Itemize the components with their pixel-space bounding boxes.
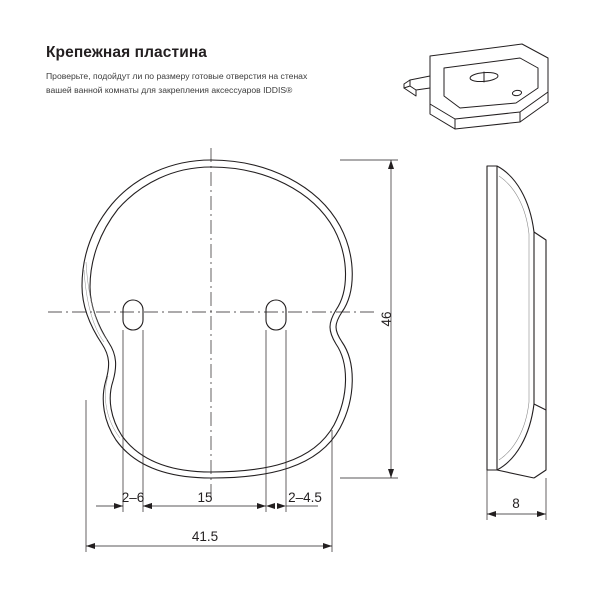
page-subtitle-line-2: вашей ванной комнаты для закрепления аксессуаров IDDIS® [46,84,293,95]
dimension-center-gap-label: 15 [197,490,213,505]
isometric-view-mounting-plate [404,44,548,129]
dimension-chain-bottom [86,330,332,552]
side-view-mounting-plate [487,166,546,478]
dimension-thickness-label: 8 [512,496,520,511]
front-view-mounting-plate [82,160,352,478]
page-title: Крепежная пластина [46,44,208,61]
dimension-total-width-label: 41.5 [191,529,219,544]
dimension-thickness-8 [487,470,546,520]
page-subtitle-line-1: Проверьте, подойдут ли по размеру готовые отверстия на стенах [46,71,308,81]
center-lines [48,148,376,500]
dimension-height-46-label: 46 [379,311,394,327]
dimension-right-hole-label: 2–4.5 [288,490,322,505]
dimension-left-hole-label: 2–6 [121,490,145,505]
